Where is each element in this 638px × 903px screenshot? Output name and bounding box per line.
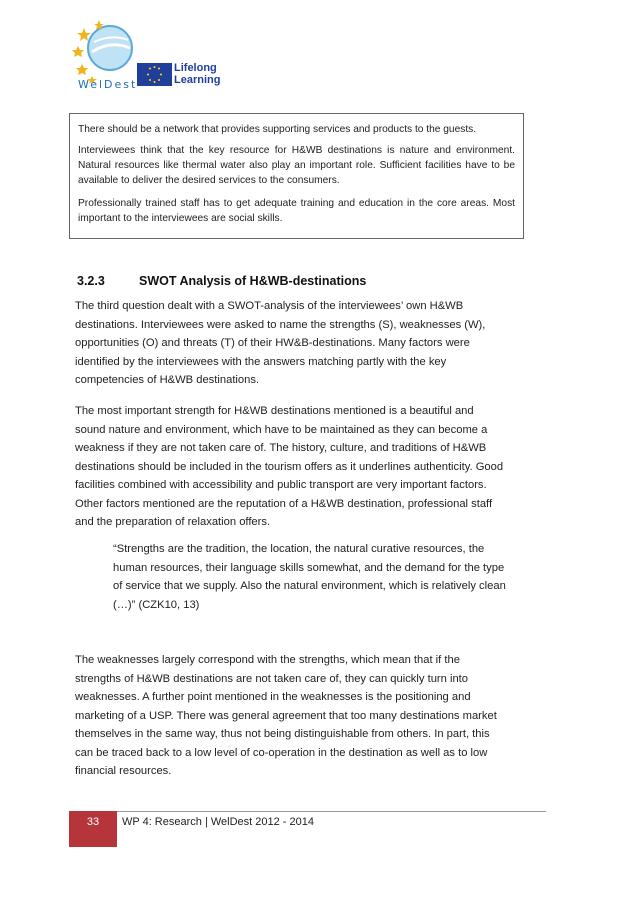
section-number: 3.2.3 — [77, 274, 105, 288]
body-paragraph-3: The weaknesses largely correspond with the strengths, which mean that if the strengths of H&WB destinations are not taken care of, they can quickly turn into weaknesses. A further point mentioned in the weaknesses is the positioning and marketing of a USP. There was general agreement that too many destinations market themselves in the same way, thus not being distinguishable from others. In part, this can be traced back to a low level of co-operation in the destination as well as to low financial resources. — [75, 654, 497, 777]
section-title: SWOT Analysis of H&WB-destinations — [139, 274, 367, 288]
lifelong-learning-text — [174, 62, 220, 86]
summary-paragraph-1: There should be a network that provides supporting services and products to the guests. — [78, 124, 477, 135]
page-number: 33 — [86, 816, 100, 828]
block-quote: “Strengths are the tradition, the location, the natural curative resources, the human resources, their language skills somewhat, and the demand for the type of service that we supply. Also the natural environment, which is relatively clean (…)” (CZK10, 13) — [113, 543, 506, 611]
eu-flag-icon — [137, 63, 172, 86]
body-paragraph-2: The most important strength for H&WB destinations mentioned is a beautiful and sound nature and environment, which have to be maintained as they can become a weakness if they are not taken care of. The history, culture, and traditions of H&WB destinations should be included in the tourism offers as it underlines authenticity. Good facilities combined with accessibility and public transport are very important factors. Other factors mentioned are the reputation of a H&WB destination, professional staff and the preparation of relaxation offers. — [75, 405, 504, 528]
weldest-logo-text: WelDest — [78, 78, 138, 91]
body-paragraph-1: The third question dealt with a SWOT-analysis of the interviewees’ own H&WB destinations. Interviewees were asked to name the strengths (S), weaknesses (W), opportunities (O) and threats (T) of their HW&B-destinations. Many factors were identified by the interviewees with the answers matching partly with the key competencies of H&WB destinations. — [75, 300, 486, 386]
summary-box — [69, 113, 524, 239]
summary-paragraph-3: Professionally trained staff has to get adequate training and education in the core areas. Most important to the interviewees are social skills. — [78, 198, 515, 224]
section-heading — [77, 274, 366, 288]
weldest-logo — [72, 18, 142, 96]
lifelong-line1: Lifelong — [174, 62, 217, 74]
footer-divider — [69, 811, 546, 812]
summary-paragraph-2: Interviewees think that the key resource for H&WB destinations is nature and environment. Natural resources like thermal water also play an important role. Sufficient facilities have to be available to deliver the desired services to the consumers. — [78, 145, 515, 186]
page-number-box — [69, 811, 117, 847]
lifelong-line2: Learning — [174, 74, 221, 86]
lifelong-learning-logo — [137, 58, 237, 90]
footer-text: WP 4: Research | WelDest 2012 - 2014 — [122, 816, 314, 828]
